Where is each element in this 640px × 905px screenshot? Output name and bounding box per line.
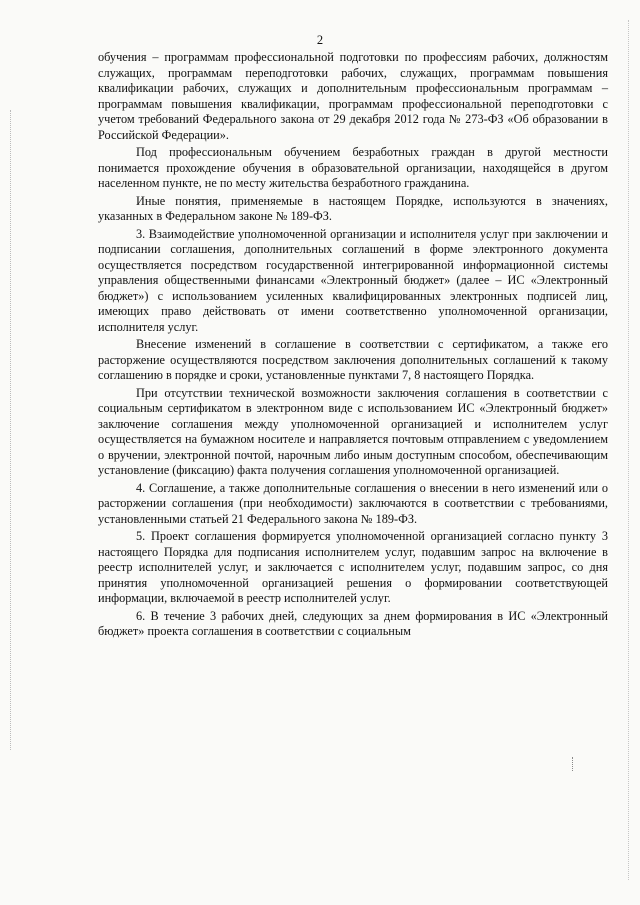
paragraph-amendments: Внесение изменений в соглашение в соответствии с сертификатом, а также его расторжение осуществляются посредством заключения дополнительных соглашений к такому соглашению в порядке и сроки, установленные пунктами 7, 8 настоящего Порядка. xyxy=(98,337,608,382)
paragraph-continuation: обучения – программам профессиональной подготовки по профессиям рабочих, должностям служащих, программам переподготовки рабочих, служащих, программам повышения квалификации рабочих, служащих и дополнительным профессиональным программам – программам повышения квалификации, программам профессиональной переподготовки с учетом требований Федерального закона от 29 декабря 2012 года № 273-ФЗ «Об образовании в Российской Федерации». xyxy=(98,50,608,142)
paragraph-item-5: 5. Проект соглашения формируется уполномоченной организацией согласно пункту 3 настоящего Порядка для подписания исполнителем услуг, подавшим запрос на включение в реестр исполнителей услуг, и заключается с исполнителем услуг, подавшим запрос, со дня принятия уполномоченной организацией решения о формировании соответствующей информации, включаемой в реестр исполнителей услуг. xyxy=(98,529,608,605)
scan-artifact xyxy=(572,757,575,771)
paragraph-other-terms: Иные понятия, применяемые в настоящем Порядке, используются в значениях, указанных в Федеральном законе № 189-ФЗ. xyxy=(98,193,608,223)
paragraph-paper-agreement: При отсутствии технической возможности заключения соглашения в соответствии с социальным сертификатом в электронном виде с использованием ИС «Электронный бюджет» заключение соглашения между уполномоченной организацией и исполнителем услуг осуществляется на бумажном носителе и направляется почтовым отправлением с уведомлением о вручении, электронной почтой, нарочным либо иным доступным способом, обеспечивающим установление (фиксацию) факта получения соглашения уполномоченной организацией. xyxy=(98,385,608,477)
paragraph-definition-other-locality: Под профессиональным обучением безработных граждан в другой местности понимается прохождение обучения в образовательной организации, находящейся в другом населенном пункте, не по месту жительства безработного гражданина. xyxy=(98,145,608,190)
page-number: 2 xyxy=(316,33,324,47)
scan-edge-right xyxy=(628,20,629,880)
scan-edge-left xyxy=(10,110,11,750)
paragraph-item-3: 3. Взаимодействие уполномоченной организации и исполнителя услуг при заключении и подписании соглашения, дополнительных соглашений в форме электронного документа осуществляется посредством государственной интегрированной информационной системы управления общественными финансами «Электронный бюджет» (далее – ИС «Электронный бюджет») с использованием усиленных квалифицированных электронных подписей лиц, имеющих право действовать от имени соответственно уполномоченной организации, исполнителя услуг. xyxy=(98,226,608,334)
paragraph-item-6: 6. В течение 3 рабочих дней, следующих за днем формирования в ИС «Электронный бюджет» проекта соглашения в соответствии с социальным xyxy=(98,608,608,638)
document-body xyxy=(98,50,608,642)
paragraph-item-4: 4. Соглашение, а также дополнительные соглашения о внесении в него изменений или о расторжении соглашения (при необходимости) заключаются в соответствии с требованиями, установленными статьей 21 Федерального закона № 189-ФЗ. xyxy=(98,480,608,526)
